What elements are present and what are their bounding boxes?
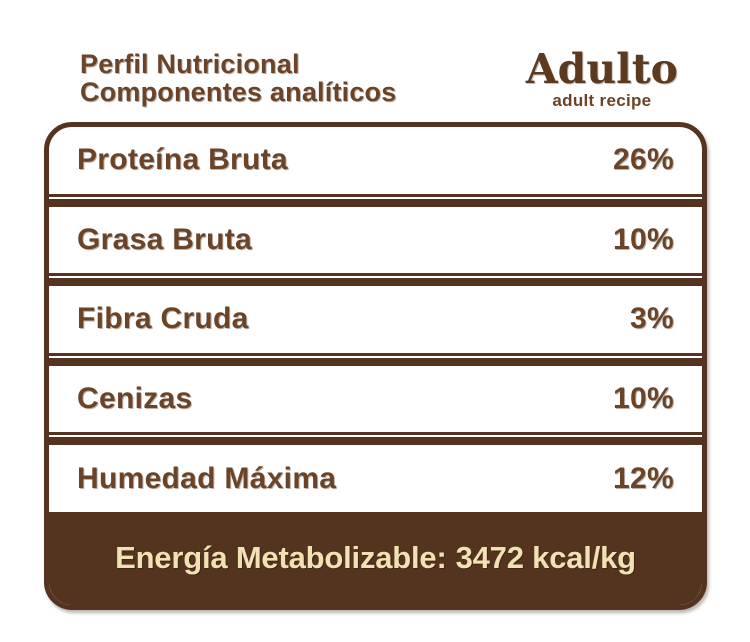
recipe-block	[525, 45, 678, 111]
row-value: 3%	[630, 302, 674, 336]
table-row	[49, 445, 702, 512]
row-divider	[49, 273, 702, 286]
row-value: 12%	[613, 461, 674, 495]
label-title-block	[80, 50, 396, 106]
table-row	[49, 207, 702, 274]
energy-value: 3472 kcal/kg	[455, 540, 636, 576]
recipe-subtitle: adult recipe	[552, 91, 652, 110]
row-value: 26%	[613, 143, 674, 177]
row-value: 10%	[613, 382, 674, 416]
table-row	[49, 286, 702, 353]
recipe-name: Adulto	[525, 45, 678, 93]
row-label: Grasa Bruta	[77, 222, 253, 256]
energy-label: Energía Metabolizable:	[115, 540, 447, 576]
row-label: Humedad Máxima	[77, 461, 337, 495]
row-label: Fibra Cruda	[77, 302, 249, 336]
row-label: Proteína Bruta	[77, 143, 288, 177]
row-value: 10%	[613, 222, 674, 256]
label-title-line2: Componentes analíticos	[80, 77, 397, 107]
label-title-line1: Perfil Nutricional	[80, 49, 300, 79]
row-label: Cenizas	[77, 382, 193, 416]
row-divider	[49, 194, 702, 207]
label-header	[80, 45, 678, 111]
table-row	[49, 366, 702, 433]
row-divider	[49, 432, 702, 445]
row-divider	[49, 353, 702, 366]
table-row	[49, 127, 702, 194]
nutrition-table	[44, 122, 707, 610]
energy-row	[49, 512, 702, 605]
